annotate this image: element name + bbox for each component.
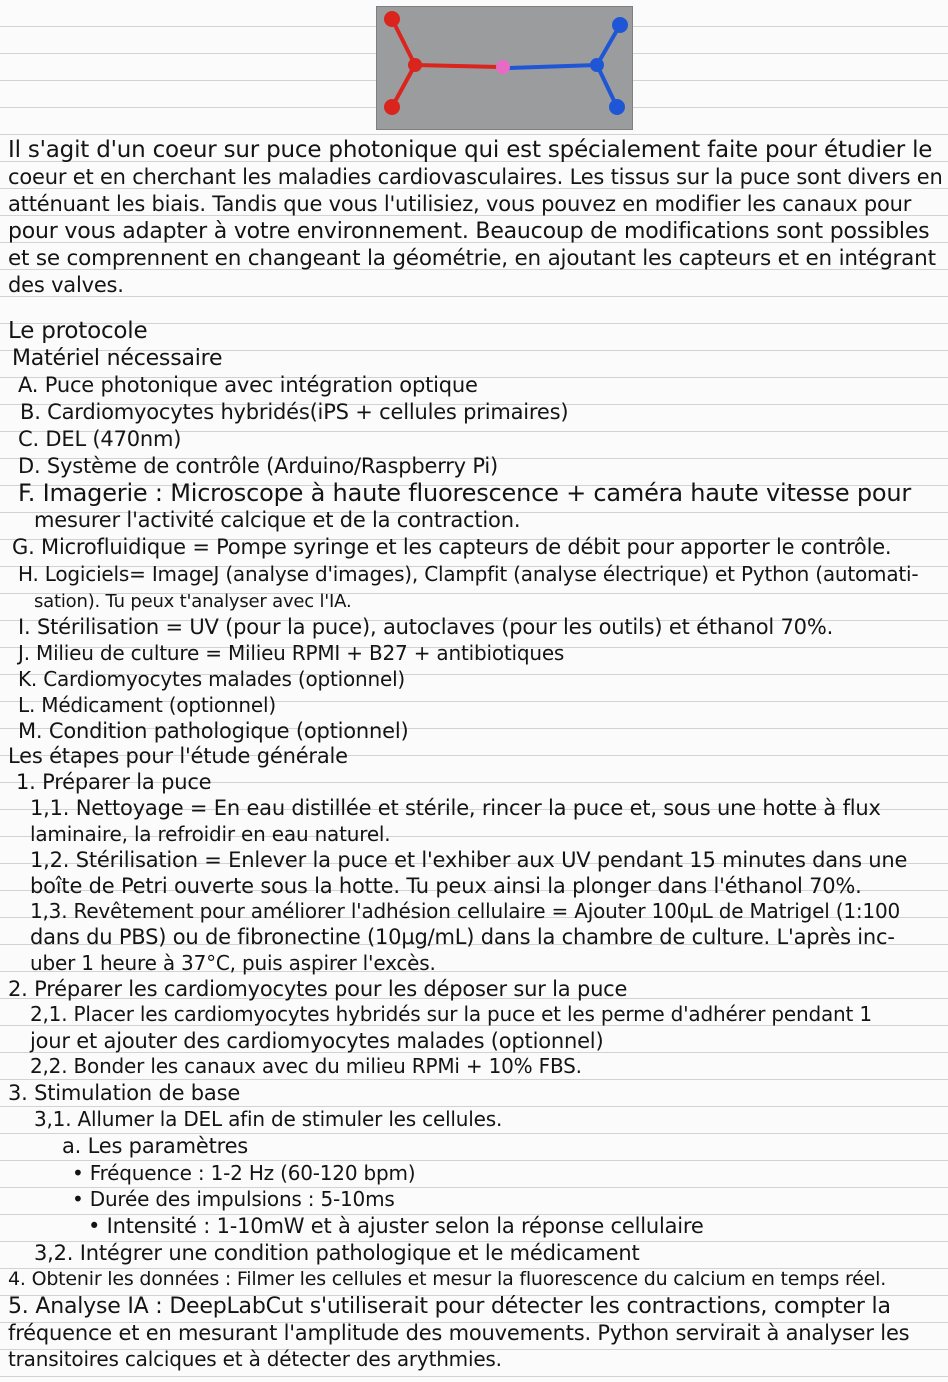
text-line: atténuant les biais. Tandis que vous l'utilisiez, vous pouvez en modifier les canaux pour (8, 192, 912, 216)
text-line: J. Milieu de culture = Milieu RPMI + B27 + antibiotiques (18, 641, 565, 665)
text-line: 3,1. Allumer la DEL afin de stimuler les cellules. (34, 1107, 503, 1131)
text-line: 5. Analyse IA : DeepLabCut s'utiliserait pour détecter les contractions, compter la (8, 1294, 891, 1319)
text-line: B. Cardiomyocytes hybridés(iPS + cellules primaires) (20, 400, 569, 424)
text-line: • Fréquence : 1-2 Hz (60-120 bpm) (72, 1161, 416, 1185)
text-line: fréquence et en mesurant l'amplitude des mouvements. Python servirait à analyser les (8, 1321, 910, 1345)
text-line: dans du PBS) ou de fibronectine (10µg/mL) dans la chambre de culture. L'après inc- (30, 925, 895, 949)
text-line: et se comprennent en changeant la géométrie, en ajoutant les capteurs et en intégrant (8, 246, 936, 271)
text-line: C. DEL (470nm) (18, 427, 182, 451)
materials-heading: Matériel nécessaire (12, 346, 223, 371)
text-line: H. Logiciels= ImageJ (analyse d'images), Clampfit (analyse électrique) et Python (automati- (18, 562, 919, 586)
text-line: laminaire, la refroidir en eau naturel. (30, 822, 391, 846)
text-line: • Durée des impulsions : 5-10ms (72, 1187, 395, 1211)
text-line: D. Système de contrôle (Arduino/Raspberry Pi) (18, 454, 499, 478)
text-line: a. Les paramètres (62, 1134, 249, 1158)
text-line: coeur et en cherchant les maladies cardiovasculaires. Les tissus sur la puce sont divers en (8, 165, 943, 189)
text-line: pour vous adapter à votre environnement. Beaucoup de modifications sont possibles (8, 219, 930, 244)
text-line: 2,1. Placer les cardiomyocytes hybridés sur la puce et les perme d'adhérer pendant 1 (30, 1002, 872, 1026)
steps-heading: Les étapes pour l'étude générale (8, 744, 348, 768)
step-1-heading: 1. Préparer la puce (16, 770, 212, 794)
text-line: I. Stérilisation = UV (pour la puce), autoclaves (pour les outils) et éthanol 70%. (18, 615, 834, 639)
step-2-heading: 2. Préparer les cardiomyocytes pour les déposer sur la puce (8, 977, 628, 1001)
step-3-heading: 3. Stimulation de base (8, 1081, 241, 1105)
protocol-heading: Le protocole (8, 318, 148, 344)
text-line: L. Médicament (optionnel) (18, 693, 276, 717)
text-line: 1,3. Revêtement pour améliorer l'adhésion cellulaire = Ajouter 100µL de Matrigel (1:100 (30, 899, 900, 923)
text-line: 3,2. Intégrer une condition pathologique et le médicament (34, 1241, 640, 1265)
text-line: F. Imagerie : Microscope à haute fluorescence + caméra haute vitesse pour (18, 479, 912, 507)
text-line: • Intensité : 1-10mW et à ajuster selon la réponse cellulaire (88, 1214, 704, 1238)
text-line: 1,1. Nettoyage = En eau distillée et stérile, rincer la puce et, sous une hotte à flux (30, 796, 881, 820)
text-line: 2,2. Bonder les canaux avec du milieu RPMi + 10% FBS. (30, 1054, 582, 1078)
text-line: sation). Tu peux t'analyser avec l'IA. (34, 591, 352, 612)
text-line: Il s'agit d'un coeur sur puce photonique qui est spécialement faite pour étudier le (8, 137, 933, 163)
text-line: uber 1 heure à 37°C, puis aspirer l'excès. (30, 951, 436, 975)
text-line: 1,2. Stérilisation = Enlever la puce et l'exhiber aux UV pendant 15 minutes dans une (30, 848, 908, 872)
text-line: G. Microfluidique = Pompe syringe et les capteurs de débit pour apporter le contrôle. (12, 535, 892, 559)
text-line: jour et ajouter des cardiomyocytes malades (optionnel) (30, 1029, 604, 1053)
text-line: 4. Obtenir les données : Filmer les cellules et mesur la fluorescence du calcium en temps réel. (8, 1268, 887, 1290)
text-line: M. Condition pathologique (optionnel) (18, 719, 409, 743)
text-line: mesurer l'activité calcique et de la contraction. (34, 508, 521, 532)
text-line: K. Cardiomyocytes malades (optionnel) (18, 667, 406, 691)
text-line: transitoires calciques et à détecter des arythmies. (8, 1347, 502, 1371)
text-line: des valves. (8, 273, 124, 297)
text-line: A. Puce photonique avec intégration optique (18, 373, 478, 397)
text-line: boîte de Petri ouverte sous la hotte. Tu peux ainsi la plonger dans l'éthanol 70%. (30, 874, 862, 898)
